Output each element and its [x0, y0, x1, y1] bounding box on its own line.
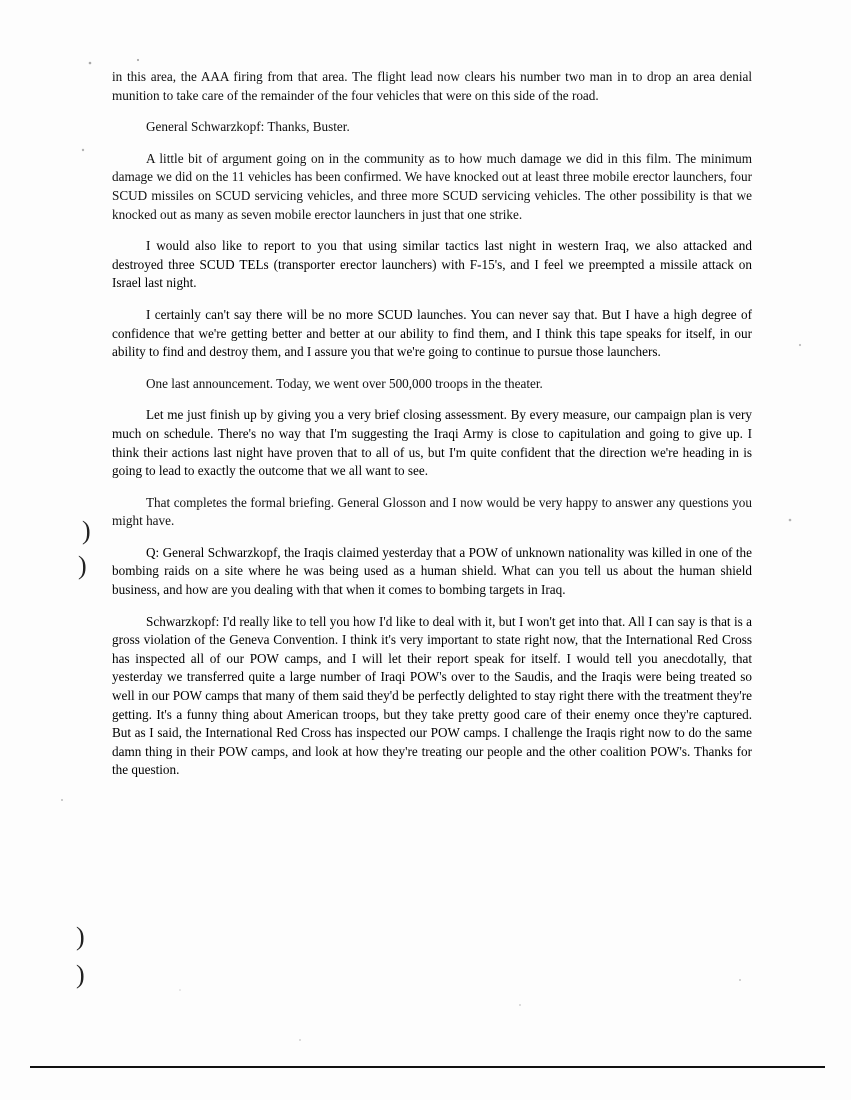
- paragraph: A little bit of argument going on in the community as to how much damage we did in this film. The minimum damage we did on the 11 vehicles has been confirmed. We have knocked out at least three mobile erector launchers, four SCUD missiles on SCUD servicing vehicles, and three more SCUD servicing vehicles. The other possibility is that we knocked out as many as seven mobile erector launchers in just that one strike.: [112, 150, 752, 222]
- margin-annotation-mark: ): [76, 960, 85, 989]
- paragraph: General Schwarzkopf: Thanks, Buster.: [146, 119, 350, 135]
- paragraph: Q: General Schwarzkopf, the Iraqis claimed yesterday that a POW of unknown nationality was killed in one of the bombing raids on a site where he was being used as a human shield. What can you tell us about the human shield business, and how are you dealing with that when it comes to bombing targets in Iraq.: [112, 544, 752, 598]
- paragraph: I would also like to report to you that using similar tactics last night in western Iraq, we also attacked and destroyed three SCUD TELs (transporter erector launchers) with F-15's, and I feel we preempted a missile attack on Israel last night.: [112, 238, 752, 291]
- margin-annotation-mark: ): [76, 922, 85, 951]
- paragraph: That completes the formal briefing. General Glosson and I now would be very happy to answer any questions you might have.: [112, 494, 752, 529]
- paragraph: in this area, the AAA firing from that area. The flight lead now clears his number two man in to drop an area denial munition to take care of the remainder of the four vehicles that were on this side of the road.: [112, 69, 752, 103]
- document-body: [112, 68, 752, 793]
- paragraph: One last announcement. Today, we went over 500,000 troops in the theater.: [146, 375, 543, 391]
- margin-annotation-mark: ): [82, 516, 91, 545]
- margin-annotation-mark: ): [78, 551, 87, 580]
- paragraph: I certainly can't say there will be no more SCUD launches. You can never say that. But I have a high degree of confidence that we're getting better and better at our ability to find them, and I think this tape speaks for itself, in our ability to find and destroy them, and I assure you that we're going to continue to pursue those launchers.: [112, 306, 752, 360]
- paragraph: Schwarzkopf: I'd really like to tell you how I'd like to deal with it, but I won't get into that. All I can say is that is a gross violation of the Geneva Convention. I think it's very important to state right now, that the International Red Cross has inspected all of our POW camps, and I will let their report speak for itself. I would tell you anecdotally, that yesterday we transferred quite a large number of Iraqi POW's over to the Saudis, and the Iraqis were being treated so well in our POW camps that many of them said they'd be perfectly delighted to stay right there with the treatment they're getting. It's a funny thing about American troops, but they take pretty good care of their enemy once they're captured. But as I said, the International Red Cross has inspected our POW camps. I challenge the Iraqis right now to do the same damn thing in their POW camps, and look at how they're treating our people and the other coalition POW's. Thanks for the question.: [112, 613, 752, 778]
- paragraph: Let me just finish up by giving you a very brief closing assessment. By every measure, our campaign plan is very much on schedule. There's no way that I'm suggesting the Iraqi Army is close to capitulation and going to give up. I think their actions last night have proven that to all of us, but I'm quite confident that the direction we're heading in is going to lead to exactly the outcome that we all want to see.: [112, 407, 752, 479]
- page-bottom-rule: [30, 1066, 825, 1068]
